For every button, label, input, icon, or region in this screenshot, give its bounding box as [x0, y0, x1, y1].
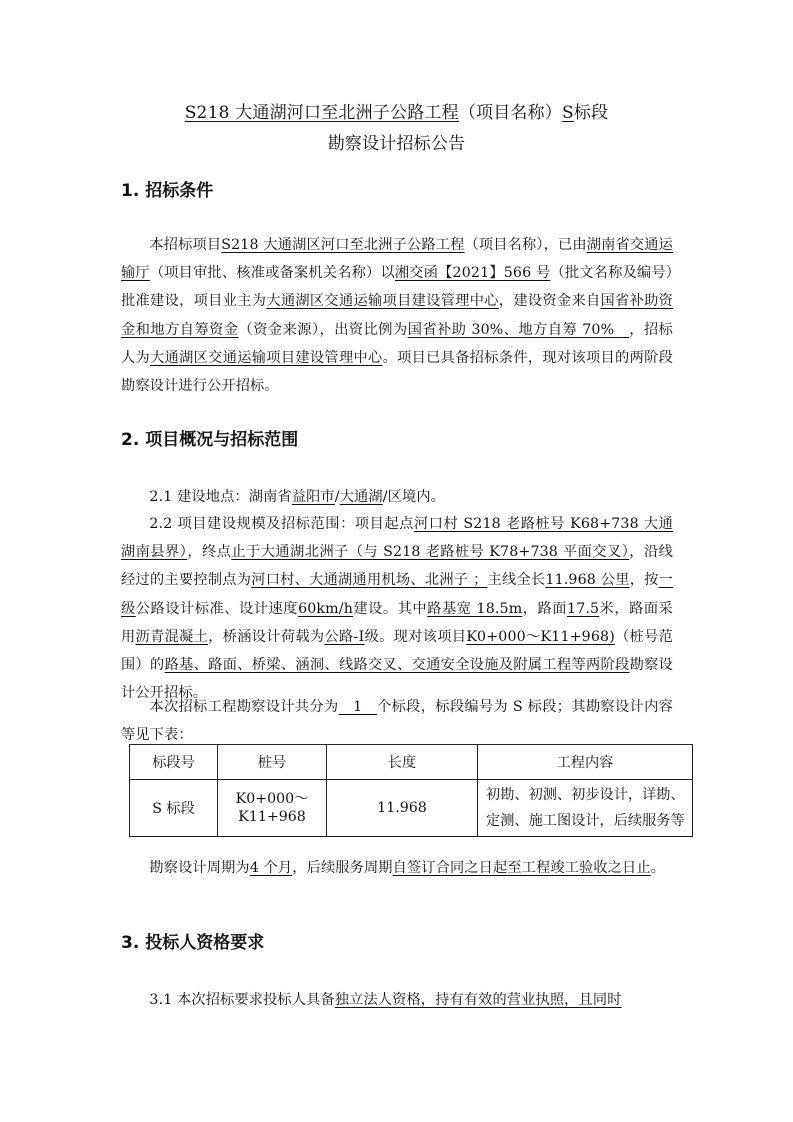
text-span: 。	[650, 860, 666, 876]
text-span: ，路面	[522, 600, 568, 617]
table-header-cell: 工程内容	[478, 745, 693, 780]
pavement-type: 沥青混凝土	[135, 628, 209, 645]
text-span: /区境内。	[382, 489, 446, 505]
cell-section: S 标段	[130, 780, 218, 837]
table-header-cell: 长度	[327, 745, 478, 780]
text-span: （资金来源），出资比例为	[238, 321, 408, 338]
end-point: 止于大通湖北洲子（与 S218 老路桩号 K78+738 平面交叉）	[231, 544, 630, 561]
scope-of-work: 路基、路面、桥梁、涵洞、线路交叉、交通安全设施及附属工程等两阶段	[164, 657, 630, 674]
text-span: /	[334, 489, 340, 505]
design-speed: 60km/h	[298, 600, 353, 617]
text-span: （项目审批、核准或备案机关名称）以	[149, 265, 395, 282]
legal-entity-requirement: 独立法人资格，持有有效的营业执照，且同时	[334, 992, 622, 1008]
fund-ratio: 国省补助 30%、地方自筹 70%	[407, 321, 630, 338]
text-span: 3.1 本次招标要求投标人具备	[149, 992, 335, 1008]
start-point: 河口村 S218 老路桩号 K68+738 大通湖南县界）	[121, 516, 674, 561]
text-span: 勘察设计周期为	[149, 860, 250, 876]
text-span: ，招标人为	[121, 321, 673, 366]
stake-range: K0+000～K11+968)	[466, 628, 615, 645]
notice-title-line2: 勘察设计招标公告	[327, 134, 466, 154]
tenderer: 大通湖区交通运输项目建设管理中心	[150, 349, 383, 366]
text-span: ，沿线经过的主要控制点为	[121, 544, 673, 589]
text-span: 级。现对该项目	[364, 628, 467, 645]
control-points: 河口村、大通湖通用机场、北洲子 ；	[251, 572, 488, 589]
stake-start: K0+000～	[235, 791, 309, 807]
section-count: 1	[338, 699, 378, 715]
heading-bidding-conditions: 1. 招标条件	[121, 181, 214, 201]
section-division-paragraph	[121, 693, 673, 749]
text-span: 个标段，标段编号为 S 标段；其勘察设计内容等见下表：	[121, 699, 673, 744]
text-span: 本次招标工程勘察设计共分为	[149, 699, 339, 715]
follow-up-period: 自签订合同之日起至工程竣工验收之日止	[392, 860, 651, 876]
subgrade-width: 路基宽 18.5m	[427, 600, 523, 617]
heading-project-overview: 2. 项目概况与招标范围	[121, 430, 299, 450]
section-table	[129, 744, 693, 837]
district: 大通湖	[339, 489, 383, 505]
text-span: 建设。其中	[353, 600, 428, 617]
text-span: 本招标项目	[149, 237, 222, 253]
section-code: S	[562, 103, 574, 123]
route-length: 11.968 公里	[545, 572, 630, 589]
construction-scale-paragraph	[121, 510, 673, 707]
approval-authority: 湖南省交通运输厅	[121, 237, 673, 282]
text-span: ，后续服务周期	[292, 860, 393, 876]
design-period: 4 个月	[249, 860, 293, 876]
service-period-paragraph	[121, 854, 673, 882]
qualification-paragraph	[121, 986, 673, 1014]
heading-bidder-qualification: 3. 投标人资格要求	[121, 933, 265, 953]
text-span: ，终点	[187, 544, 232, 561]
notice-title-line1	[0, 100, 793, 126]
project-owner: 大通湖区交通运输项目建设管理中心	[266, 293, 499, 310]
text-span: ，桥涵设计荷载为	[208, 628, 325, 645]
stake-end: K11+968	[238, 809, 306, 825]
section-suffix: 标段	[573, 103, 609, 123]
project-full-name: S218 大通湖区河口至北洲子公路工程	[221, 237, 465, 253]
city: 益阳市	[291, 489, 335, 505]
table-header-cell: 桩号	[218, 745, 327, 780]
road-grade: 一级	[121, 572, 673, 617]
cell-length: 11.968	[327, 780, 478, 837]
text-span: ，按	[629, 572, 659, 589]
project-name-note: （项目名称）	[458, 103, 563, 123]
table-header-row	[130, 745, 693, 780]
cell-content: 初勘、初测、初步设计，详勘、定测、施工图设计，后续服务等	[478, 780, 693, 837]
approval-document-number: 湘交函【2021】566 号	[394, 265, 551, 282]
project-name: S218 大通湖河口至北洲子公路工程	[184, 103, 459, 123]
text-span: （批文名称及编号）批准建设，项目业主为	[121, 265, 673, 310]
text-span: （桩号范围）的	[121, 628, 674, 674]
text-span: 公路设计标准、设计速度	[135, 600, 299, 617]
table-row	[130, 780, 693, 837]
text-span: 。项目已具备招标条件，现对该项目的两阶段勘察设计进行公开招标。	[121, 349, 673, 395]
cell-stake	[218, 780, 327, 837]
bidding-conditions-paragraph	[121, 231, 673, 400]
text-span: ，建设资金来自	[498, 293, 601, 310]
text-span: 勘察设计公开招标。	[121, 657, 673, 702]
text-span: 主线全长	[487, 572, 546, 589]
table-header-cell: 标段号	[130, 745, 218, 780]
text-span: 2.2 项目建设规模及招标范围：项目起点	[149, 516, 414, 532]
text-span: 米，路面采用	[121, 600, 674, 645]
construction-location	[121, 483, 673, 511]
text-span: （项目名称），已由	[464, 237, 587, 253]
pavement-width: 17.5	[567, 600, 600, 617]
bridge-load-class: 公路-Ⅰ	[324, 628, 365, 645]
fund-source: 国省补助资金和地方自筹资金	[121, 293, 673, 338]
text-span: 2.1 建设地点：湖南省	[149, 489, 292, 505]
